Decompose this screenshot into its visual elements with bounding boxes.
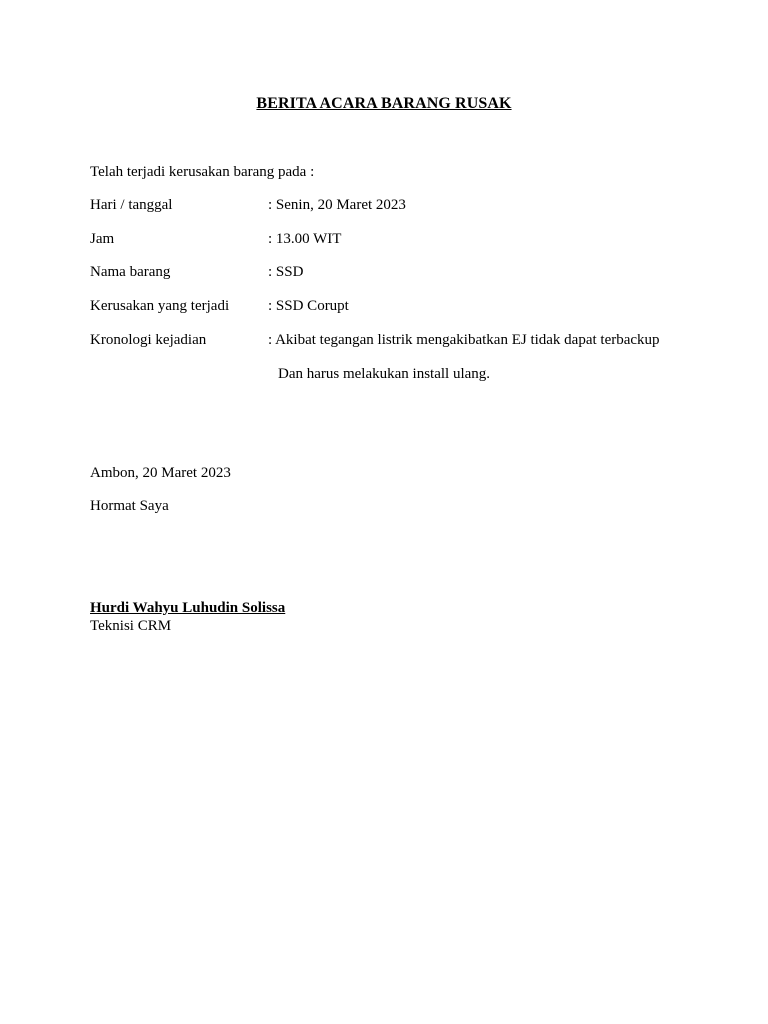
detail-label-date: Hari / tanggal	[90, 197, 173, 213]
closing-text: Hormat Saya	[90, 498, 169, 514]
detail-label-chronology: Kronologi kejadian	[90, 332, 207, 348]
intro-text: Telah terjadi kerusakan barang pada :	[90, 164, 315, 180]
detail-label-time: Jam	[90, 231, 115, 247]
detail-value-date: : Senin, 20 Maret 2023	[268, 197, 406, 213]
signer-position: Teknisi CRM	[90, 618, 172, 634]
place-date: Ambon, 20 Maret 2023	[90, 465, 231, 481]
detail-value-chronology: : Akibat tegangan listrik mengakibatkan EJ tidak dapat terbackup	[268, 332, 660, 348]
signer-name: Hurdi Wahyu Luhudin Solissa	[90, 600, 286, 616]
document-title: BERITA ACARA BARANG RUSAK	[256, 95, 512, 112]
detail-value-time: : 13.00 WIT	[268, 231, 342, 247]
detail-value-item-name: : SSD	[268, 264, 304, 280]
detail-label-damage: Kerusakan yang terjadi	[90, 298, 230, 314]
chronology-continuation: Dan harus melakukan install ulang.	[278, 366, 491, 382]
detail-value-damage: : SSD Corupt	[268, 298, 349, 314]
detail-label-item-name: Nama barang	[90, 264, 171, 280]
